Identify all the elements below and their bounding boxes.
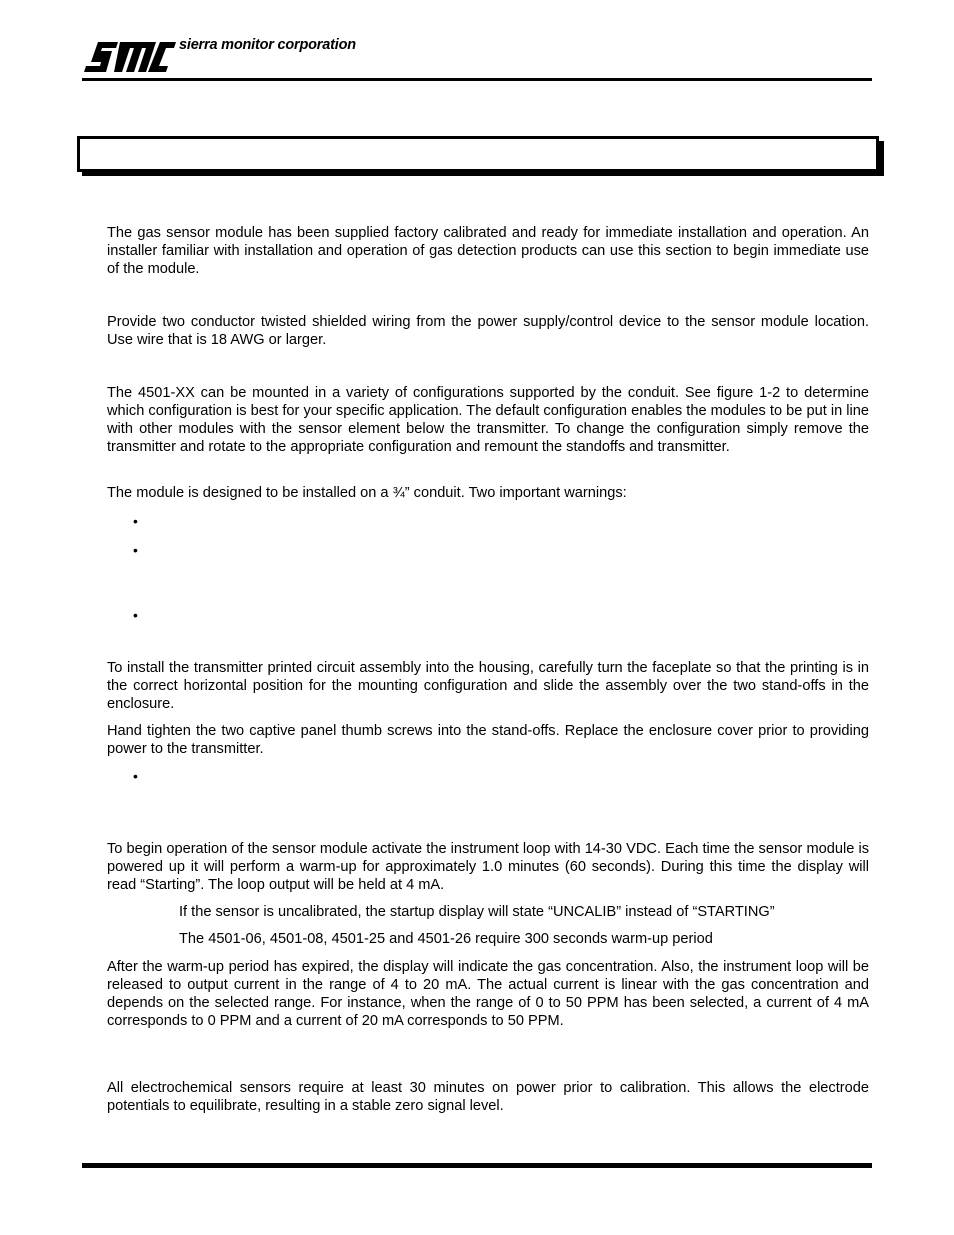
bullet-point: • — [133, 607, 138, 623]
bullet-point: • — [133, 768, 138, 784]
bullet-point: • — [133, 542, 138, 558]
note-warmup: The 4501-06, 4501-08, 4501-25 and 4501-26 require 300 seconds warm-up period — [179, 931, 713, 947]
smc-logo-icon — [84, 40, 176, 74]
header-rule — [82, 78, 872, 81]
paragraph-intro: The gas sensor module has been supplied factory calibrated and ready for immediate installation and operation. An installer familiar with installation and operation of gas detection products can use this section to begin immediate use of the module. — [107, 225, 869, 277]
paragraph-conduit: The module is designed to be installed on a ¾” conduit. Two important warnings: — [107, 485, 627, 501]
note-uncalib: If the sensor is uncalibrated, the startup display will state “UNCALIB” instead of “STARTING” — [179, 904, 775, 920]
footer-rule — [82, 1163, 872, 1168]
paragraph-output: After the warm-up period has expired, the display will indicate the gas concentration. Also, the instrument loop will be released to output current in the range of 4 to 20 mA. The actual current is linear with the gas concentration and depends on the selected range. For instance, when the range of 0 to 50 PPM has been selected, a current of 4 mA corresponds to 0 PPM and a current of 20 mA corresponds to 50 PPM. — [107, 959, 869, 1029]
paragraph-wiring: Provide two conductor twisted shielded wiring from the power supply/control device to the sensor module location. Use wire that is 18 AWG or larger. — [107, 314, 869, 348]
paragraph-operation: To begin operation of the sensor module activate the instrument loop with 14-30 VDC. Each time the sensor module is powered up it will perform a warm-up for approximately 1.0 minutes (60 seconds). During this time the display will read “Starting”. The loop output will be held at 4 mA. — [107, 841, 869, 893]
paragraph-thumb-screws: Hand tighten the two captive panel thumb screws into the stand-offs. Replace the enclosure cover prior to providing power to the transmitter. — [107, 723, 869, 757]
paragraph-mounting: The 4501-XX can be mounted in a variety of configurations supported by the conduit. See figure 1-2 to determine which configuration is best for your specific application. The default configuration enables the modules to be put in line with other modules with the sensor element below the transmitter. To change the configuration simply remove the transmitter and rotate to the appropriate configuration and remount the standoffs and transmitter. — [107, 385, 869, 455]
section-title-box — [77, 136, 879, 172]
company-name: sierra monitor corporation — [179, 37, 356, 53]
paragraph-calibration: All electrochemical sensors require at least 30 minutes on power prior to calibration. This allows the electrode potentials to equilibrate, resulting in a stable zero signal level. — [107, 1080, 869, 1114]
paragraph-install-pcb: To install the transmitter printed circuit assembly into the housing, carefully turn the faceplate so that the printing is in the correct horizontal position for the mounting configuration and slide the assembly over the two stand-offs in the enclosure. — [107, 660, 869, 712]
bullet-point: • — [133, 513, 138, 529]
